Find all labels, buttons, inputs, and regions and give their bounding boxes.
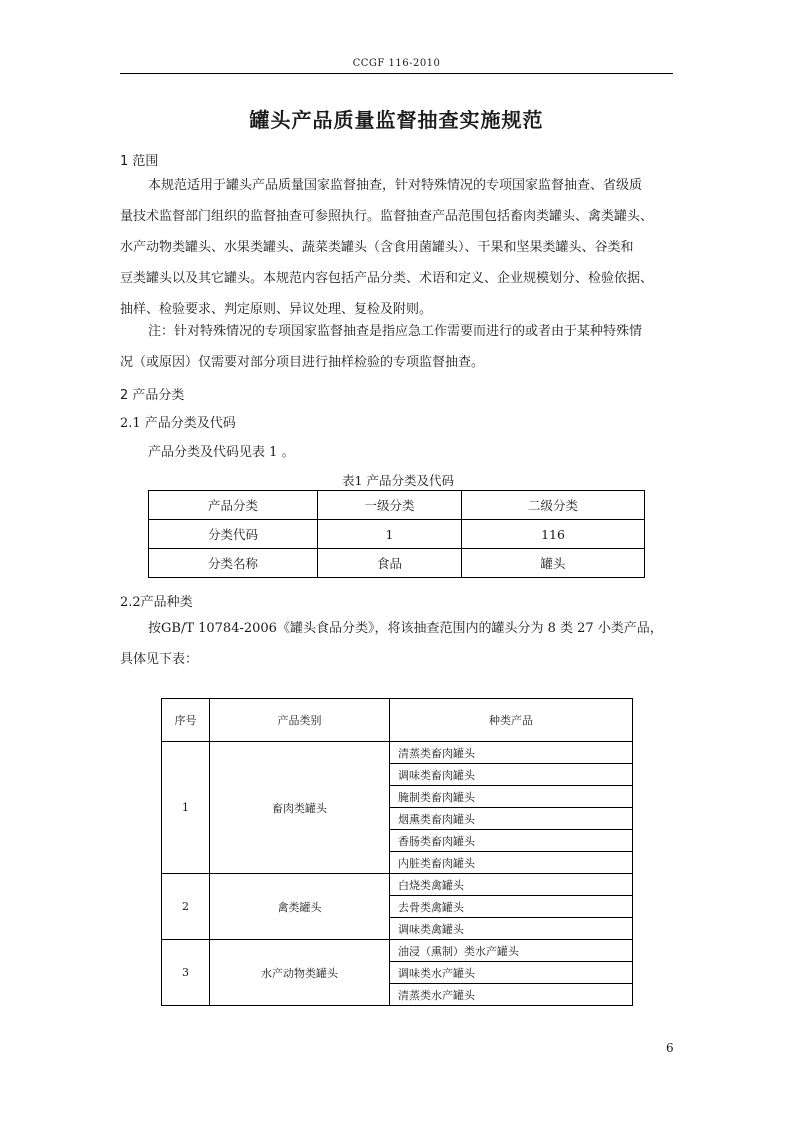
product-item: 调味类畜肉罐头: [390, 764, 633, 786]
group-category: 水产动物类罐头: [210, 940, 390, 1006]
note-line: [120, 316, 676, 347]
table-header-cell: 产品分类: [149, 491, 318, 520]
product-item: 烟熏类畜肉罐头: [390, 808, 633, 830]
section-2-heading: 2 产品分类: [120, 388, 185, 403]
para-line: 具体见下表：: [120, 652, 199, 667]
para-line: 水产动物类罐头、水果类罐头、蔬菜类罐头（含食用菌罐头）、干果和坚果类罐头、谷类和: [120, 240, 634, 255]
table-row: [162, 874, 633, 896]
group-number: 1: [162, 742, 210, 874]
group-category: 畜肉类罐头: [210, 742, 390, 874]
product-item: 白烧类禽罐头: [390, 874, 633, 896]
section-2-1-text: 产品分类及代码见表 1 。: [148, 445, 295, 460]
section-1-note: [120, 316, 676, 378]
para-line: 豆类罐头以及其它罐头。本规范内容包括产品分类、术语和定义、企业规模划分、检验依据、: [120, 271, 654, 286]
table-row: [162, 742, 633, 764]
table-cell: 1: [318, 520, 462, 549]
table-1-caption: 表1 产品分类及代码: [342, 473, 454, 488]
section-1-paragraph: [120, 170, 676, 325]
page-number: 6: [666, 1041, 674, 1055]
para-line: 抽样、检验要求、判定原则、异议处理、复检及附则。: [120, 302, 433, 317]
note-line: 况（或原因）仅需要对部分项目进行抽样检验的专项监督抽查。: [120, 355, 485, 370]
document-title: 罐头产品质量监督抽查实施规范: [249, 108, 544, 132]
product-item: 调味类禽罐头: [390, 918, 633, 940]
section-1-heading: 1 范围: [120, 154, 159, 169]
table-cell: 分类名称: [149, 549, 318, 578]
table-cell: 罐头: [462, 549, 645, 578]
table-row: [162, 940, 633, 962]
product-types-table: [161, 698, 633, 1006]
classification-code-table: [148, 490, 645, 578]
table-cell: 116: [462, 520, 645, 549]
group-category: 禽类罐头: [210, 874, 390, 940]
product-item: 清蒸类畜肉罐头: [390, 742, 633, 764]
table-header-cell: 种类产品: [390, 699, 633, 742]
table-row: [149, 549, 645, 578]
product-item: 腌制类畜肉罐头: [390, 786, 633, 808]
table-cell: 分类代码: [149, 520, 318, 549]
header-divider: [120, 73, 673, 74]
section-2-2-paragraph: [120, 613, 676, 675]
group-number: 2: [162, 874, 210, 940]
table-header-cell: 二级分类: [462, 491, 645, 520]
table-header-cell: 序号: [162, 699, 210, 742]
para-line-text: 本规范适用于罐头产品质量国家监督抽查，针对特殊情况的专项国家监督抽查、省级质: [148, 178, 643, 193]
para-line: 量技术监督部门组织的监督抽查可参照执行。监督抽查产品范围包括畜肉类罐头、禽类罐头、: [120, 209, 654, 224]
group-number: 3: [162, 940, 210, 1006]
product-item: 调味类水产罐头: [390, 962, 633, 984]
product-item: 内脏类畜肉罐头: [390, 852, 633, 874]
page-header-code: CCGF 116-2010: [352, 58, 441, 69]
para-line-text: 按GB/T 10784-2006《罐头食品分类》，将该抽查范围内的罐头分为 8 类 27 小类产品，: [148, 621, 663, 636]
table-header-row: [149, 491, 645, 520]
product-item: 香肠类畜肉罐头: [390, 830, 633, 852]
product-item: 去骨类禽罐头: [390, 896, 633, 918]
product-item: 清蒸类水产罐头: [390, 984, 633, 1006]
section-2-2-heading: 2.2产品种类: [120, 595, 193, 610]
table-cell: 食品: [318, 549, 462, 578]
section-2-1-heading: 2.1 产品分类及代码: [120, 416, 236, 431]
table-header-cell: 一级分类: [318, 491, 462, 520]
product-item: 油浸（熏制）类水产罐头: [390, 940, 633, 962]
para-line: [120, 613, 676, 644]
note-line-text: 注：针对特殊情况的专项国家监督抽查是指应急工作需要而进行的或者由于某种特殊情: [148, 324, 643, 339]
table-row: [149, 520, 645, 549]
table-header-row: [162, 699, 633, 742]
table-header-cell: 产品类别: [210, 699, 390, 742]
para-line: [120, 170, 676, 201]
